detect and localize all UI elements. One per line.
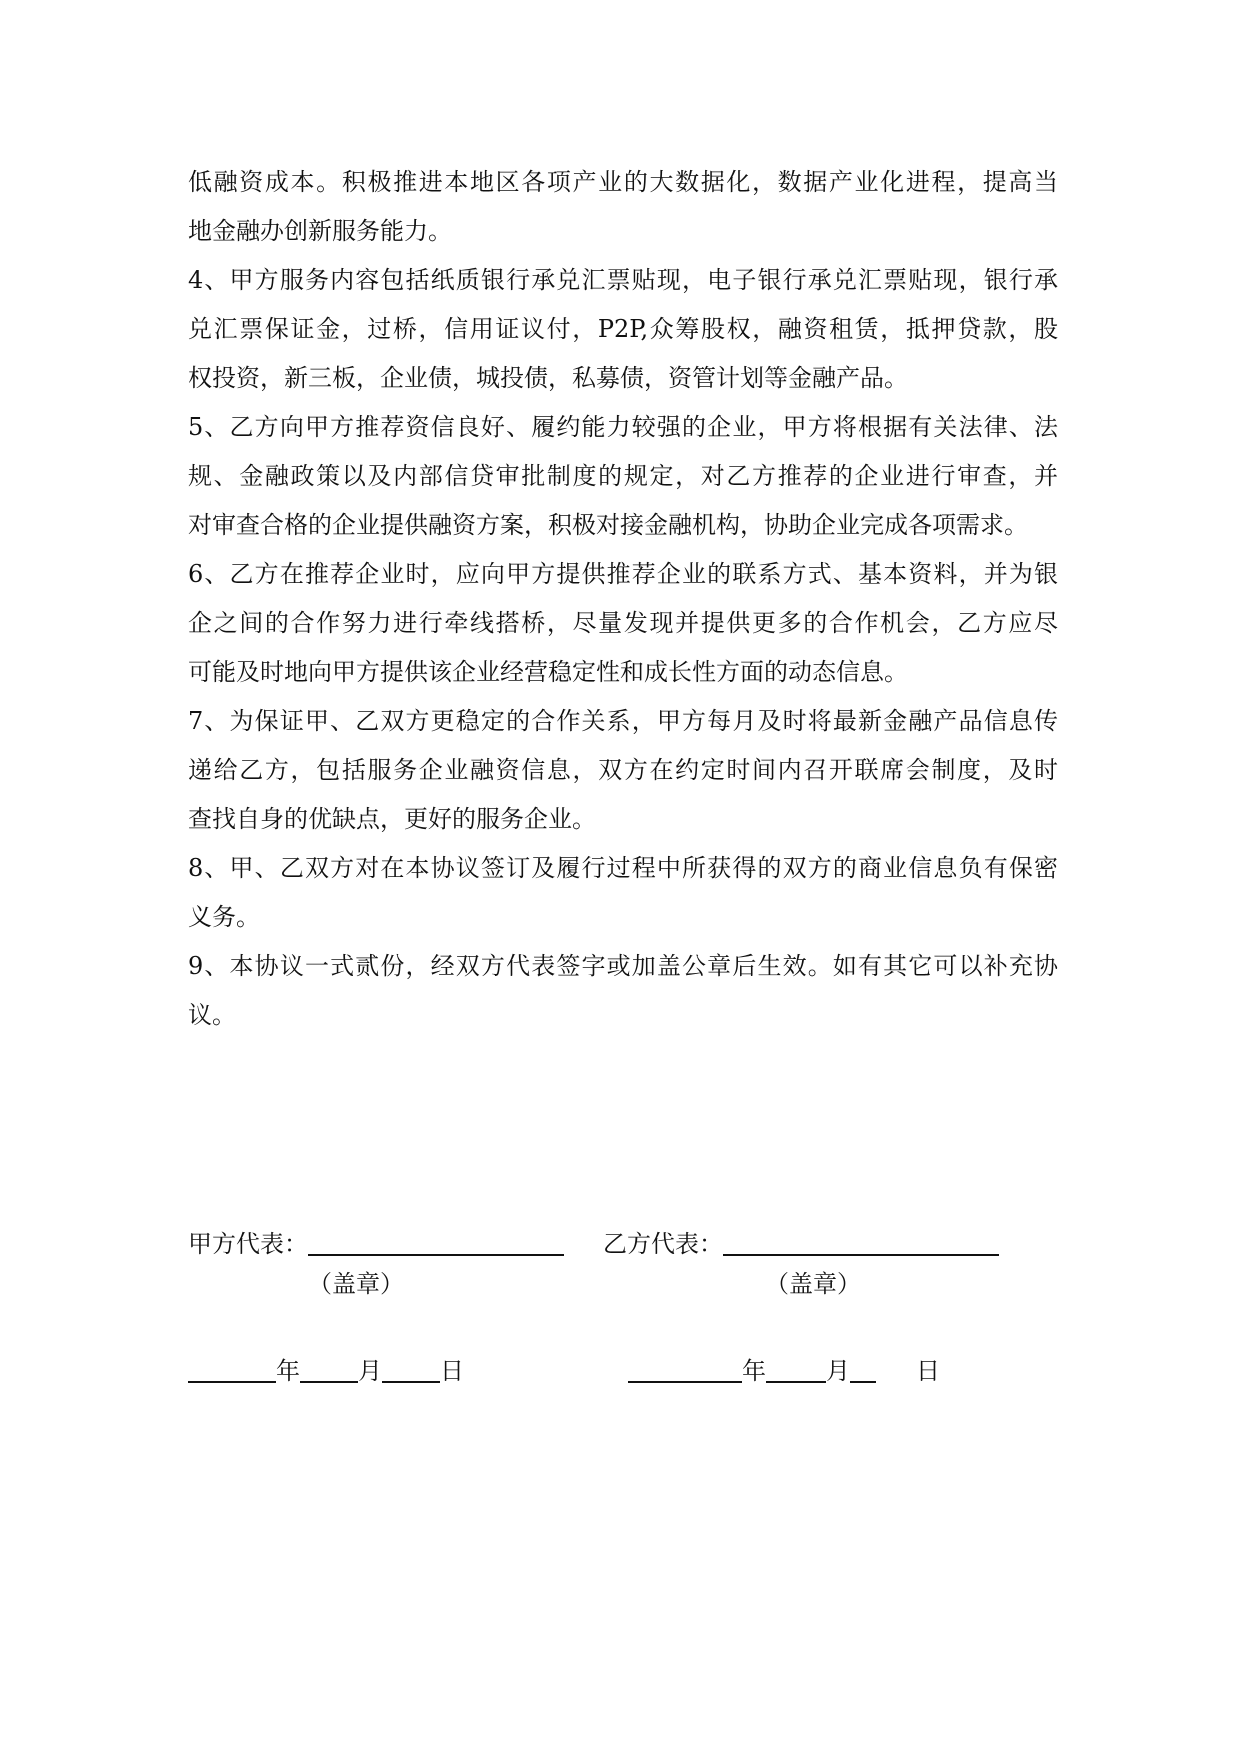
year-label: 年	[742, 1357, 766, 1385]
paragraph-line: 兑汇票保证金，过桥，信用证议付，P2P,众筹股权，融资租赁，抵押贷款，股	[188, 315, 1058, 343]
paragraph-line: 权投资，新三板，企业债，城投债，私募债，资管计划等金融产品。	[188, 364, 908, 392]
month-label: 月	[826, 1357, 850, 1385]
paragraph-line: 规、金融政策以及内部信贷审批制度的规定，对乙方推荐的企业进行审查，并	[188, 462, 1058, 490]
paragraph-line: 9、本协议一式贰份，经双方代表签字或加盖公章后生效。如有其它可以补充协	[188, 952, 1058, 980]
paragraph-line: 地金融办创新服务能力。	[188, 217, 452, 245]
agreement-body	[188, 158, 1058, 1040]
day-label: 日	[440, 1357, 464, 1385]
paragraph-line: 递给乙方，包括服务企业融资信息，双方在约定时间内召开联席会制度，及时	[188, 756, 1058, 784]
paragraph-line: 8、甲、乙双方对在本协议签订及履行过程中所获得的双方的商业信息负有保密	[188, 854, 1058, 882]
day-blank	[850, 1355, 876, 1383]
paragraph-line: 5、乙方向甲方推荐资信良好、履约能力较强的企业，甲方将根据有关法律、法	[188, 413, 1058, 441]
paragraph-line: 7、为保证甲、乙双方更稳定的合作关系，甲方每月及时将最新金融产品信息传	[188, 707, 1058, 735]
party-b-label: 乙方代表：	[603, 1230, 723, 1258]
paragraph-line: 议。	[188, 1001, 236, 1029]
party-b-seal: （盖章）	[765, 1270, 861, 1298]
day-blank	[382, 1355, 440, 1383]
paragraph-line: 义务。	[188, 903, 260, 931]
paragraph-line: 企之间的合作努力进行牵线搭桥，尽量发现并提供更多的合作机会，乙方应尽	[188, 609, 1058, 637]
party-b-signature-line	[723, 1228, 999, 1256]
party-a-seal: （盖章）	[308, 1270, 404, 1298]
party-b-signature	[603, 1228, 999, 1260]
month-blank	[766, 1355, 826, 1383]
paragraph-line: 查找自身的优缺点，更好的服务企业。	[188, 805, 596, 833]
party-a-signature	[188, 1228, 564, 1260]
year-label: 年	[276, 1357, 300, 1385]
month-label: 月	[358, 1357, 382, 1385]
paragraph-line: 对审查合格的企业提供融资方案，积极对接金融机构，协助企业完成各项需求。	[188, 511, 1028, 539]
day-label: 日	[916, 1357, 940, 1385]
paragraph-line: 6、乙方在推荐企业时，应向甲方提供推荐企业的联系方式、基本资料，并为银	[188, 560, 1058, 588]
party-a-signature-line	[308, 1228, 564, 1256]
paragraph-line: 4、甲方服务内容包括纸质银行承兑汇票贴现，电子银行承兑汇票贴现，银行承	[188, 266, 1058, 294]
party-a-label: 甲方代表：	[188, 1230, 308, 1258]
paragraph-line: 低融资成本。积极推进本地区各项产业的大数据化，数据产业化进程，提高当	[188, 168, 1058, 196]
party-a-date	[188, 1355, 464, 1387]
party-b-date	[628, 1355, 940, 1387]
paragraph-line: 可能及时地向甲方提供该企业经营稳定性和成长性方面的动态信息。	[188, 658, 908, 686]
year-blank	[628, 1355, 742, 1383]
year-blank	[188, 1355, 276, 1383]
month-blank	[300, 1355, 358, 1383]
